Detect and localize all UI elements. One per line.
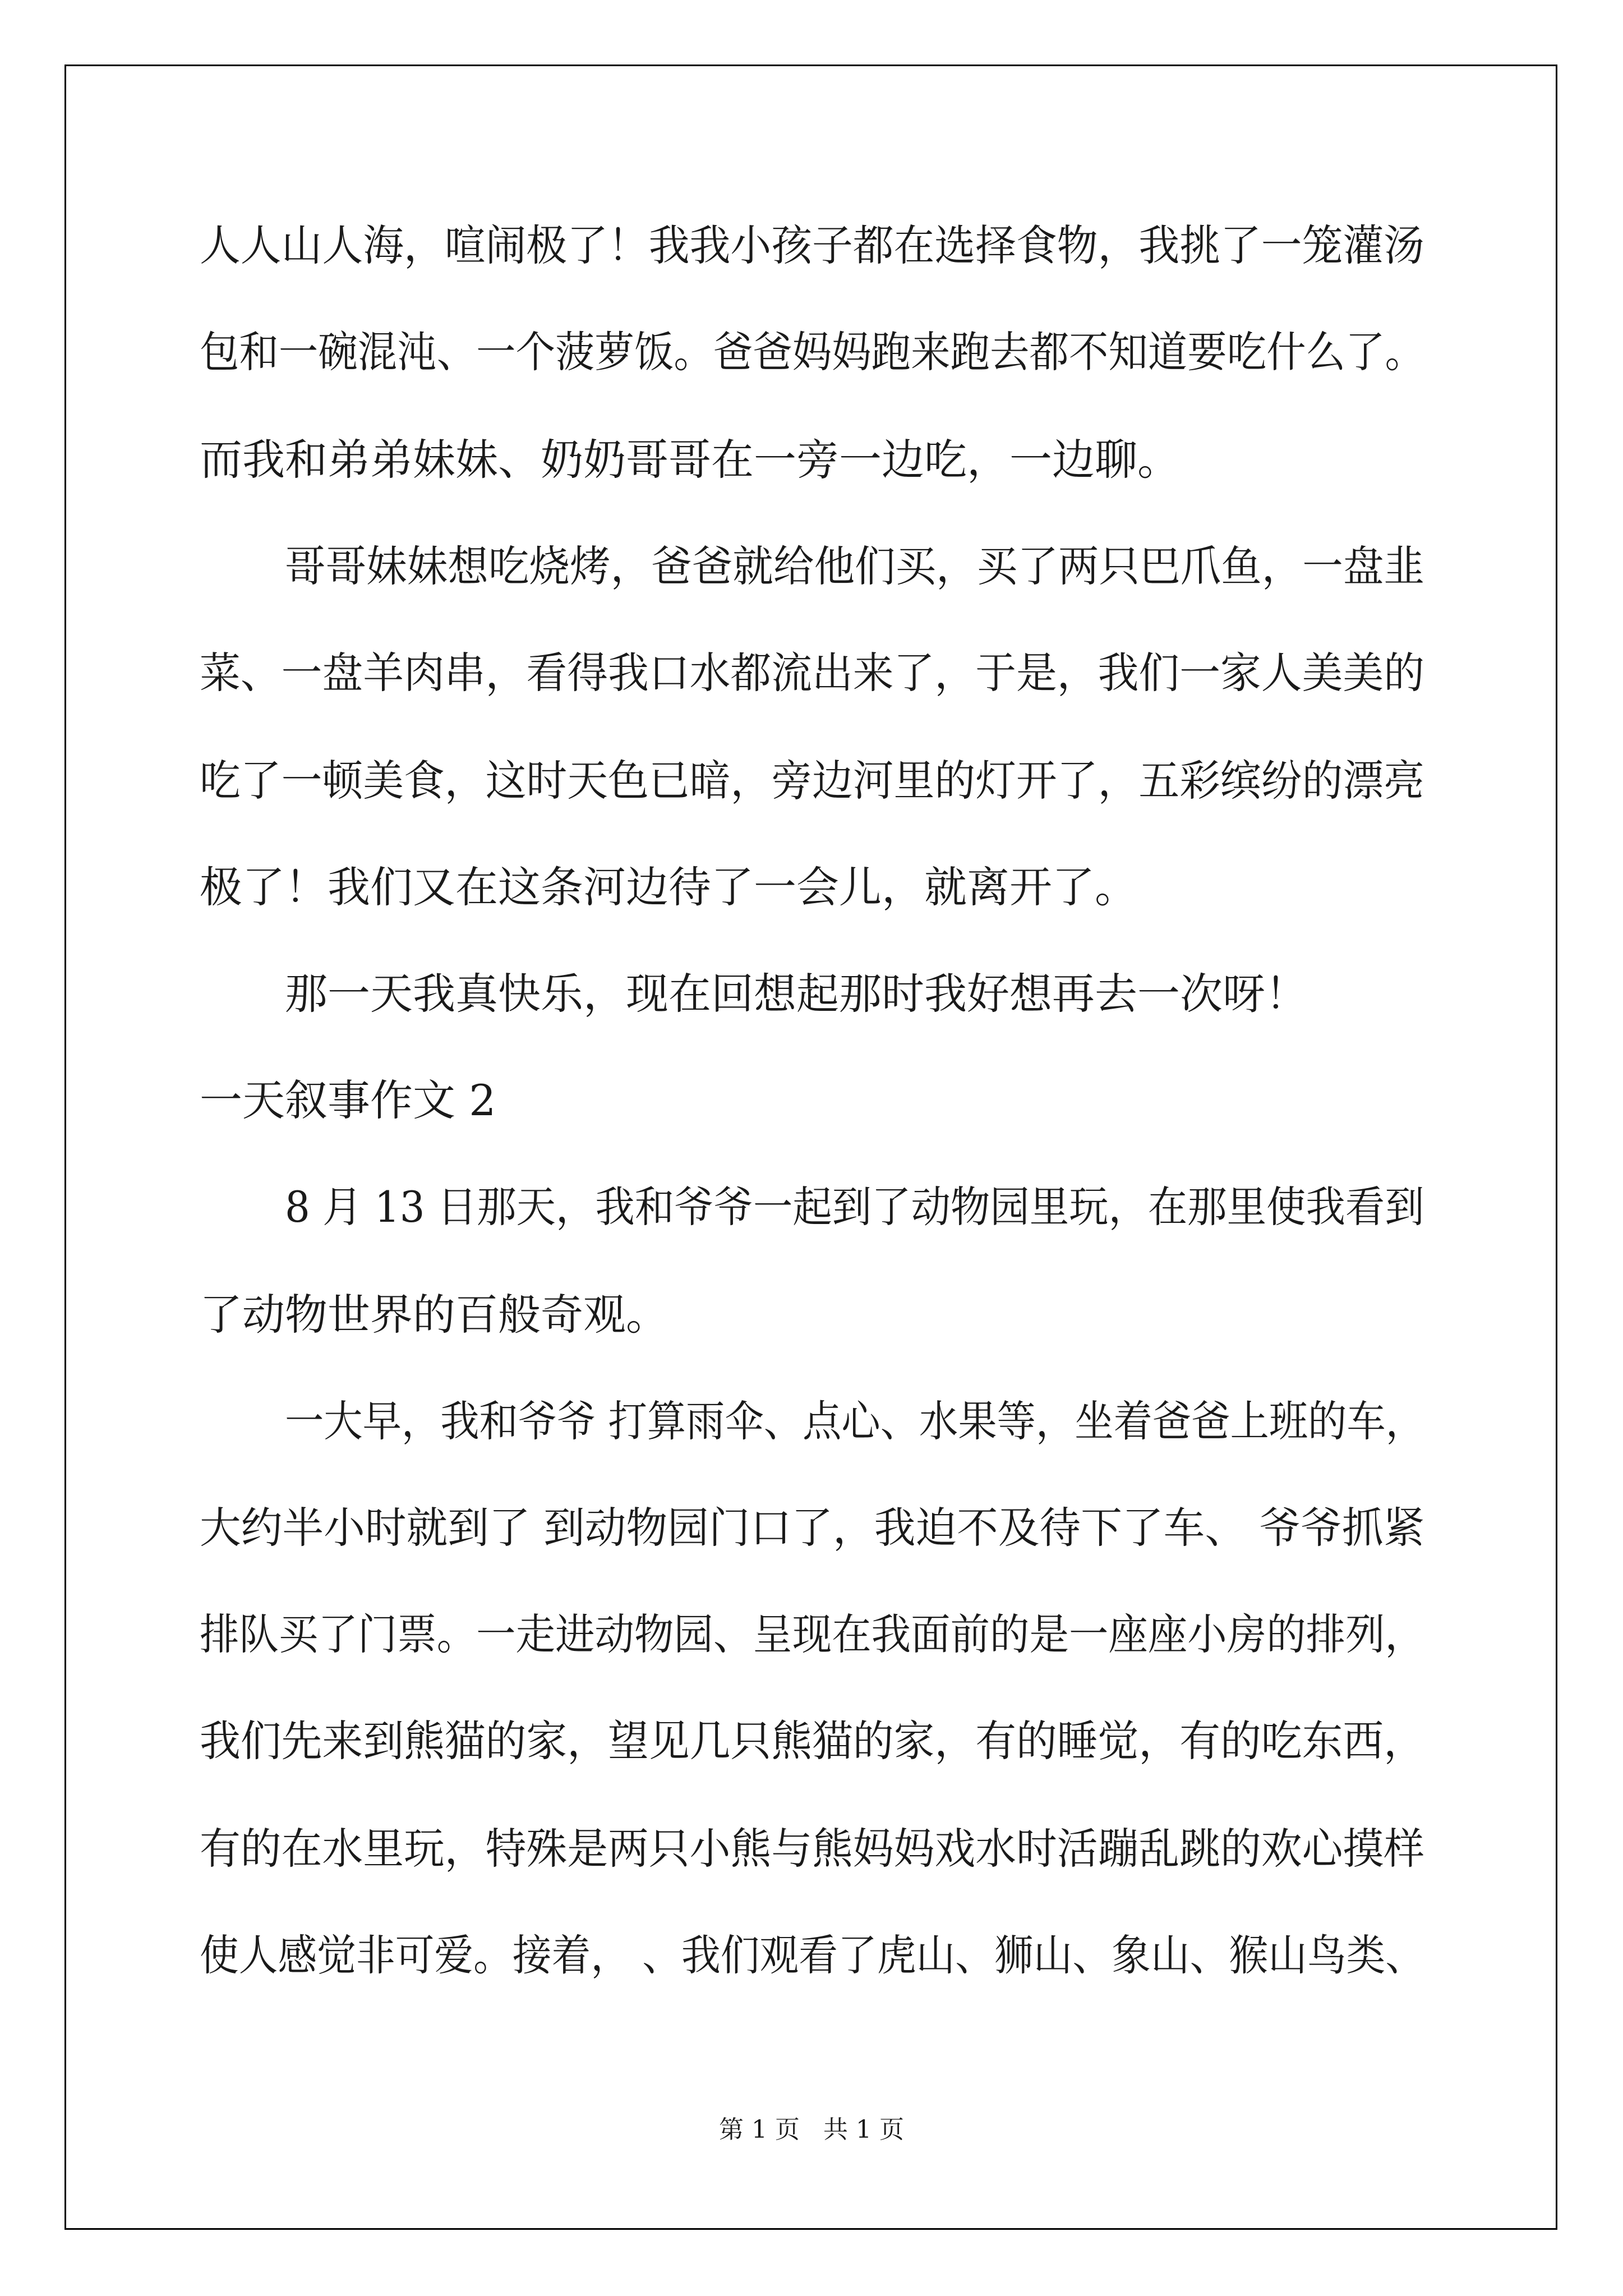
text-line: 而我和弟弟妹妹、奶奶哥哥在一旁一边吃，一边聊。 — [200, 435, 1180, 485]
text-line: 了动物世界的百般奇观。 — [200, 1290, 668, 1340]
text-line: 那一天我真快乐，现在回想起那时我好想再去一次呀！ — [285, 969, 1308, 1019]
text-line: 哥哥妹妹想吃烧烤，爸爸就给他们买，买了两只巴爪鱼，一盘韭 — [285, 541, 1425, 591]
text-line: 大约半小时就到了 到动物园门口了，我迫不及待下了车、 爷爷抓紧 — [200, 1503, 1425, 1553]
text-line: 吃了一顿美食，这时天色已暗，旁边河里的灯开了，五彩缤纷的漂亮 — [200, 756, 1425, 806]
text-line: 8 月 13 日那天，我和爷爷一起到了动物园里玩，在那里使我看到 — [285, 1182, 1424, 1232]
section-heading: 一天叙事作文 2 — [200, 1075, 496, 1125]
text-line: 一大早，我和爷爷 打算雨伞、点心、水果等，坐着爸爸上班的车， — [285, 1396, 1425, 1446]
text-line: 使人感觉非可爱。接着， 、我们观看了虎山、狮山、象山、猴山鸟类、 — [200, 1930, 1425, 1980]
text-line: 菜、一盘羊肉串，看得我口水都流出来了，于是，我们一家人美美的 — [200, 648, 1425, 698]
text-line: 极了！我们又在这条河边待了一会儿，就离开了。 — [200, 862, 1137, 912]
page-border — [64, 65, 1557, 2230]
text-line: 排队买了门票。一走进动物园、呈现在我面前的是一座座小房的排列， — [200, 1609, 1425, 1659]
text-line: 包和一碗混沌、一个菠萝饭。爸爸妈妈跑来跑去都不知道要吃什么了。 — [200, 327, 1425, 377]
text-line: 我们先来到熊猫的家，望见几只熊猫的家，有的睡觉，有的吃东西， — [200, 1716, 1425, 1766]
page-footer: 第 1 页 共 1 页 — [719, 2115, 904, 2144]
text-line: 人人山人海，喧闹极了！我我小孩子都在选择食物，我挑了一笼灌汤 — [200, 220, 1425, 270]
text-line: 有的在水里玩，特殊是两只小熊与熊妈妈戏水时活蹦乱跳的欢心摸样 — [200, 1824, 1425, 1874]
